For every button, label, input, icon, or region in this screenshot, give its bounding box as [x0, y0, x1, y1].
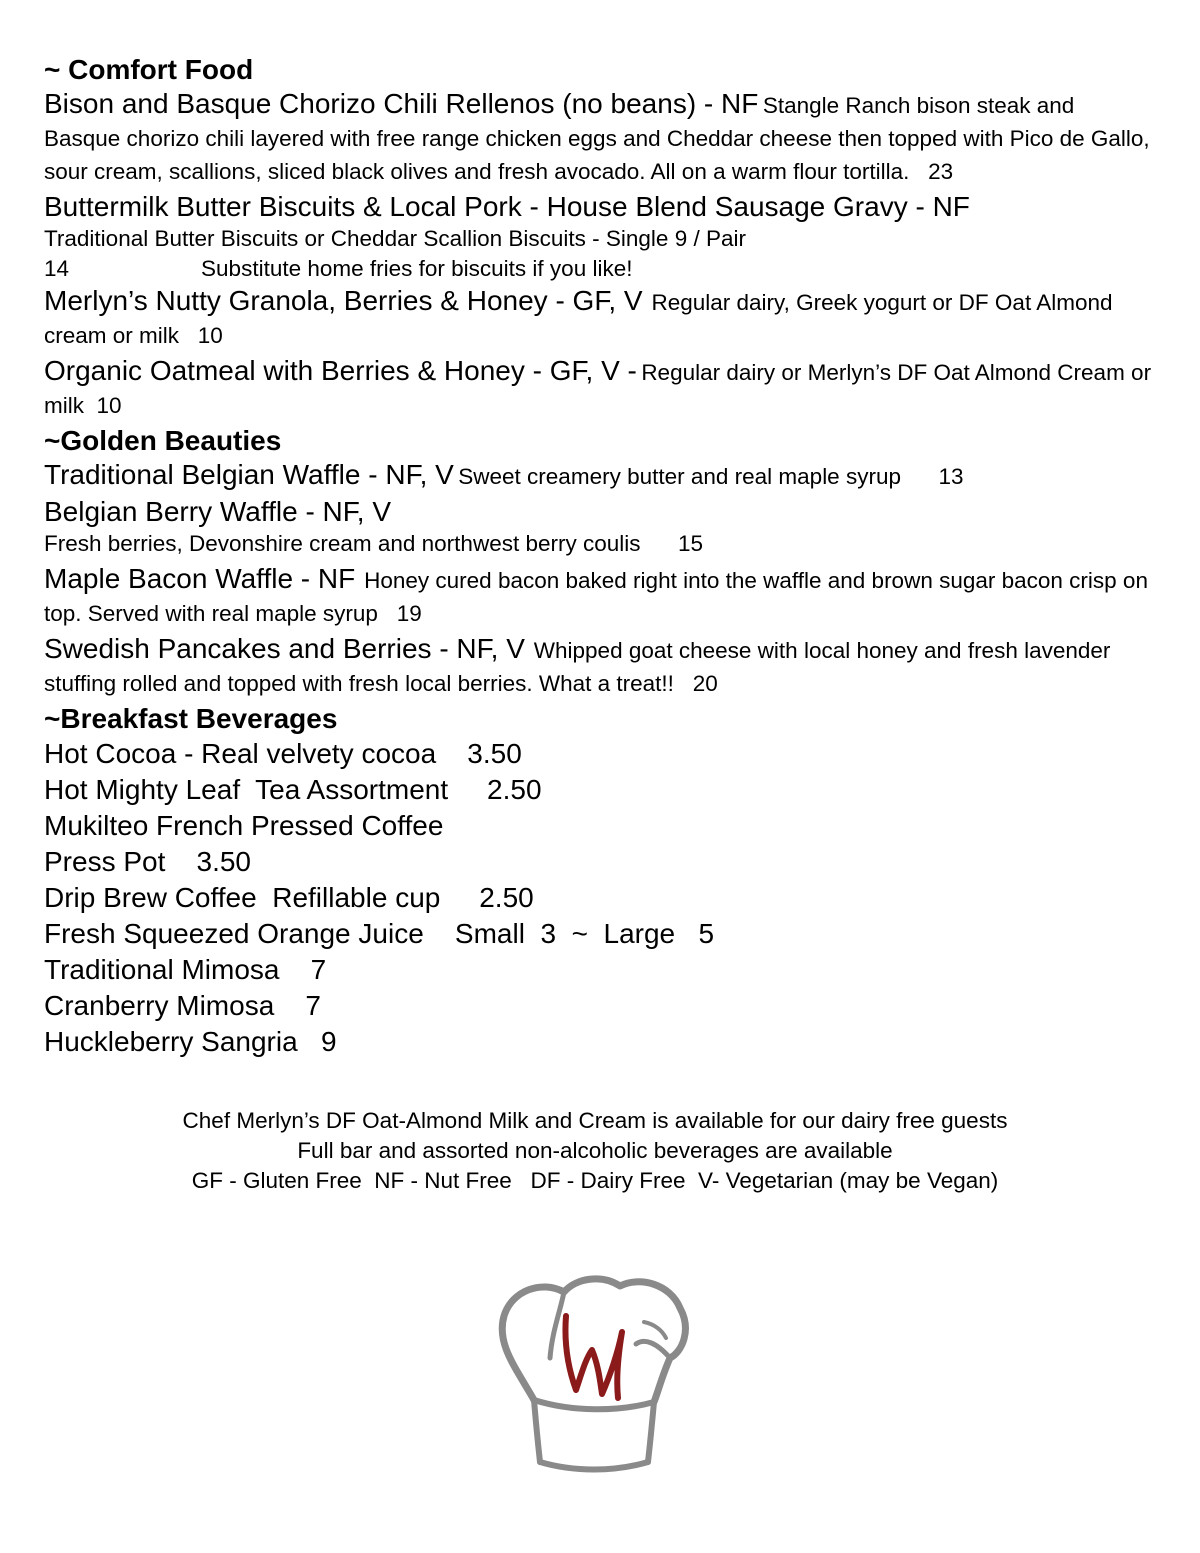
item-name: Bison and Basque Chorizo Chili Rellenos (no beans) - NF	[44, 88, 759, 119]
item-description: Regular dairy or Merlyn’s DF Oat Almond Cream or milk	[44, 360, 1152, 418]
beverage-line: Traditional Mimosa 7	[44, 954, 327, 985]
item-name: Traditional Belgian Waffle - NF, V	[44, 459, 454, 490]
section-title-breakfast-beverages: ~Breakfast Beverages	[44, 703, 338, 734]
item-description: Sweet creamery butter and real maple syrup	[458, 464, 901, 489]
item-name: Buttermilk Butter Biscuits & Local Pork - House Blend Sausage Gravy - NF	[44, 191, 970, 222]
menu-item	[44, 190, 1154, 284]
item-price: 13	[938, 464, 964, 489]
footer-notes	[0, 1106, 1190, 1196]
item-name: Organic Oatmeal with Berries & Honey - GF, V -	[44, 355, 637, 386]
footer-line: Full bar and assorted non-alcoholic beverages are available	[297, 1138, 893, 1163]
section-title-comfort-food: ~ Comfort Food	[44, 54, 254, 85]
item-price: 20	[692, 671, 718, 696]
beverage-line: Hot Cocoa - Real velvety cocoa 3.50	[44, 738, 522, 769]
hat-fold	[550, 1292, 564, 1358]
item-price: 14	[44, 256, 70, 281]
hat-band-right	[648, 1402, 654, 1462]
hat-fold	[636, 1341, 670, 1358]
beverage-line: Press Pot 3.50	[44, 846, 251, 877]
item-price: 15	[678, 531, 704, 556]
item-name: Maple Bacon Waffle - NF	[44, 563, 356, 594]
menu-item	[44, 87, 1154, 190]
hat-fold	[644, 1322, 666, 1338]
chef-hat-icon	[494, 1272, 696, 1482]
hat-crown	[502, 1279, 685, 1402]
hat-band-bottom	[540, 1462, 648, 1470]
item-description: Regular dairy, Greek yogurt or DF Oat Almond cream or milk	[44, 290, 1113, 348]
item-name: Swedish Pancakes and Berries - NF, V	[44, 633, 525, 664]
beverage-line: Fresh Squeezed Orange Juice Small 3 ~ Large 5	[44, 918, 715, 949]
menu-item	[44, 284, 1154, 354]
beverage-line: Mukilteo French Pressed Coffee	[44, 810, 444, 841]
beverage-line: Drip Brew Coffee Refillable cup 2.50	[44, 882, 534, 913]
beverage-line: Cranberry Mimosa 7	[44, 990, 321, 1021]
menu-item	[44, 458, 1154, 495]
item-note: Substitute home fries for biscuits if you like!	[201, 256, 633, 281]
menu-item	[44, 495, 1154, 562]
beverage-line: Hot Mighty Leaf Tea Assortment 2.50	[44, 774, 542, 805]
menu-item	[44, 562, 1154, 632]
menu-item	[44, 354, 1154, 424]
item-name: Belgian Berry Waffle - NF, V	[44, 496, 392, 527]
item-description: Stangle Ranch bison steak and Basque chorizo chili layered with free range chicken eggs and Cheddar cheese then topped with Pico de Gallo, sour cream, scallions, sliced black olives and fresh avocado. All on a warm flour tortilla.	[44, 93, 1150, 184]
menu-item	[44, 632, 1154, 702]
footer-line: GF - Gluten Free NF - Nut Free DF - Dairy Free V- Vegetarian (may be Vegan)	[191, 1168, 999, 1193]
footer-line: Chef Merlyn’s DF Oat-Almond Milk and Cream is available for our dairy free guests	[182, 1108, 1008, 1133]
hat-band-left	[534, 1400, 540, 1462]
menu	[44, 53, 1154, 1060]
item-price-line	[44, 254, 1154, 284]
item-description: Whipped goat cheese with local honey and fresh lavender stuffing rolled and topped with fresh local berries. What a treat!!	[44, 638, 1111, 696]
item-price: 23	[928, 159, 954, 184]
section-title-golden-beauties: ~Golden Beauties	[44, 425, 282, 456]
item-description: Traditional Butter Biscuits or Cheddar Scallion Biscuits - Single 9 / Pair	[44, 226, 746, 251]
item-description: Fresh berries, Devonshire cream and northwest berry coulis	[44, 531, 641, 556]
monogram-m	[565, 1316, 622, 1398]
item-price: 19	[396, 601, 422, 626]
item-price: 10	[197, 323, 223, 348]
beverage-line: Huckleberry Sangria 9	[44, 1026, 337, 1057]
item-name: Merlyn’s Nutty Granola, Berries & Honey - GF, V	[44, 285, 643, 316]
item-description: Honey cured bacon baked right into the waffle and brown sugar bacon crisp on top. Served with real maple syrup	[44, 568, 1148, 626]
hat-band-top	[534, 1400, 654, 1409]
item-price: 10	[96, 393, 122, 418]
